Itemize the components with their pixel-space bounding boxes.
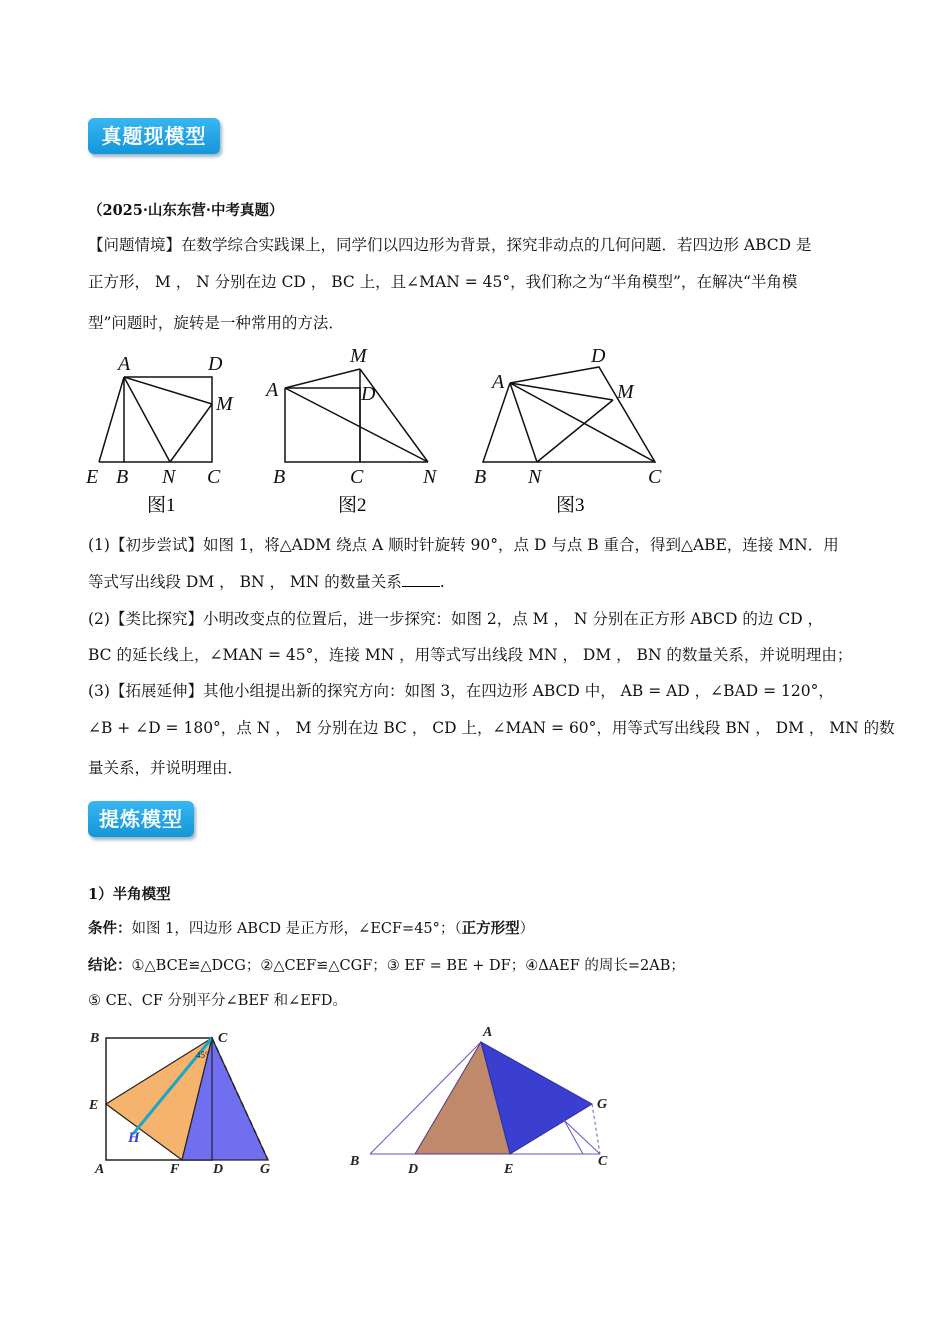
fig1-label-M: M (216, 393, 233, 415)
q1-line-2-text: 等式写出线段 DM ， BN ， MN 的数量关系 (88, 573, 402, 591)
fig3-label-D: D (591, 345, 606, 367)
triangle-model-figure (349, 1025, 608, 1177)
q3-line-2: ∠B + ∠D = 180°，点 N ， M 分别在边 BC ， CD 上，∠MAN = 60°，用等式写出线段 BN ， DM ， MN 的数 (88, 719, 895, 737)
figure-1 (99, 377, 212, 462)
fig2-label-A: A (266, 379, 279, 401)
figC-label-E: E (504, 1162, 514, 1177)
section-title-badge-2: 提炼模型 (88, 801, 194, 837)
q1-line-2 (88, 571, 445, 593)
fig1-label-E: E (86, 466, 99, 488)
fig1-label-D: D (208, 353, 223, 375)
figB-label-D: D (213, 1162, 224, 1177)
figC-label-B: B (350, 1154, 360, 1169)
fig2-caption: 图2 (338, 495, 367, 516)
fig2-label-D: D (361, 383, 376, 405)
problem-line-3: 型”问题时，旋转是一种常用的方法． (88, 314, 344, 332)
condition-type: 正方形型 (461, 920, 520, 937)
figC-label-A: A (483, 1025, 493, 1040)
fig1-caption: 图1 (147, 495, 176, 516)
figB-label-H: H (128, 1130, 140, 1146)
fig3-label-M: M (617, 381, 634, 403)
conclusion-text: ①△BCE≌△DCG；②△CEF≌△CGF；③ EF = BE + DF；④ΔAEF 的周长=2AB； (131, 958, 685, 974)
figB-label-A: A (95, 1162, 105, 1177)
q3-line-3: 量关系，并说明理由． (88, 759, 244, 777)
fig2-label-C: C (350, 466, 364, 488)
q2-line-2: BC 的延长线上，∠MAN = 45°，连接 MN ，用等式写出线段 MN ， DM ， BN 的数量关系，并说明理由； (88, 646, 853, 664)
answer-blank[interactable] (402, 572, 440, 587)
model-conclusion (88, 955, 685, 977)
figC-label-D: D (408, 1162, 419, 1177)
condition-text: 如图 1，四边形 ABCD 是正方形，∠ECF=45°；（ (131, 921, 462, 937)
q3-line-1: (3)【拓展延伸】其他小组提出新的探究方向：如图 3，在四边形 ABCD 中， AB = AD ，∠BAD = 120°， (88, 682, 834, 700)
q1-line-1: (1)【初步尝试】如图 1，将△ADM 绕点 A 顺时针旋转 90°，点 D 与点 B 重合，得到△ABE，连接 MN．用 (88, 536, 839, 554)
fig3-label-N: N (528, 466, 542, 488)
figB-label-C: C (218, 1031, 228, 1046)
fig1-label-B: B (116, 466, 129, 488)
problem-line-1: 【问题情境】在数学综合实践课上，同学们以四边形为背景，探究非动点的几何问题．若四边形 ABCD 是 (88, 236, 812, 254)
fig3-label-B: B (474, 466, 487, 488)
fig3-label-A: A (492, 371, 505, 393)
fig1-label-A: A (118, 353, 131, 375)
condition-end: ） (519, 921, 535, 937)
figC-label-G: G (597, 1097, 608, 1112)
figB-label-F: F (170, 1162, 180, 1177)
figure-2 (285, 369, 428, 462)
fig2-label-B: B (273, 466, 286, 488)
square-model-figure (88, 1031, 270, 1177)
figures-row (0, 340, 950, 520)
figB-label-G: G (260, 1162, 271, 1177)
problem-line-2: 正方形， M ， N 分别在边 CD ， BC 上，且∠MAN = 45°，我们称之为“半角模型”，在解决“半角模 (88, 273, 798, 291)
model-condition (88, 918, 534, 940)
fig3-caption: 图3 (556, 495, 585, 516)
condition-label: 条件： (88, 920, 132, 937)
fig1-label-N: N (162, 466, 176, 488)
q1-line-2-end: . (439, 573, 445, 591)
angle-45-label: 45° (196, 1050, 209, 1060)
fig1-label-C: C (207, 466, 221, 488)
model-figures (0, 1020, 950, 1190)
q2-line-1: (2)【类比探究】小明改变点的位置后，进一步探究：如图 2，点 M ， N 分别在正方形 ABCD 的边 CD ， (88, 610, 824, 628)
figB-label-E: E (89, 1098, 99, 1113)
figC-label-C: C (598, 1154, 608, 1169)
fig3-label-C: C (648, 466, 662, 488)
model-conclusion-5: ⑤ CE、CF 分别平分∠BEF 和∠EFD。 (88, 993, 348, 1009)
section-title-badge: 真题现模型 (88, 118, 220, 154)
figB-label-B: B (90, 1031, 100, 1046)
problem-source: （2025·山东东营·中考真题） (88, 202, 284, 219)
conclusion-label: 结论： (88, 957, 132, 974)
fig2-label-N: N (423, 466, 437, 488)
model-heading: 1）半角模型 (88, 886, 171, 903)
fig2-label-M: M (350, 345, 367, 367)
